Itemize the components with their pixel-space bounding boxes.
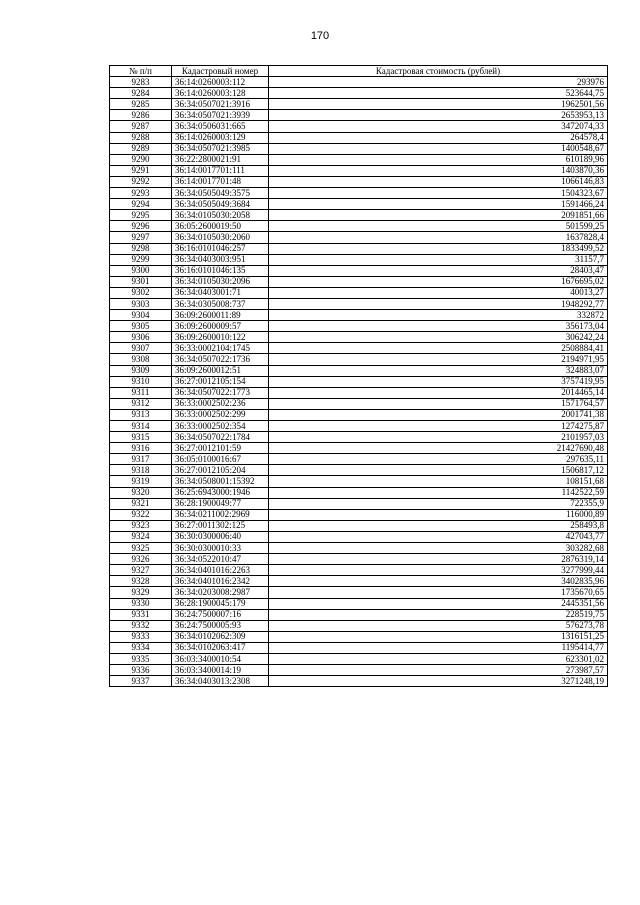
table-row (110, 409, 608, 420)
table-row (110, 376, 608, 387)
row-number-cell: 9323 (110, 520, 172, 531)
table-row (110, 365, 608, 376)
cadastral-value-cell: 2194971,95 (269, 354, 608, 365)
row-number-cell: 9291 (110, 165, 172, 176)
cadastral-value-cell: 324883,07 (269, 365, 608, 376)
row-number-cell: 9325 (110, 543, 172, 554)
cadastral-number-cell: 36:27:0012105:154 (172, 376, 269, 387)
row-number-cell: 9313 (110, 409, 172, 420)
cadastral-value-cell: 1066146,83 (269, 176, 608, 187)
table-row (110, 631, 608, 642)
cadastral-value-cell: 1195414,77 (269, 642, 608, 653)
cadastral-number-cell: 36:14:0017701:48 (172, 176, 269, 187)
row-number-cell: 9292 (110, 176, 172, 187)
cadastral-number-cell: 36:27:0011302:125 (172, 520, 269, 531)
row-number-cell: 9299 (110, 254, 172, 265)
table-row (110, 110, 608, 121)
table-row (110, 565, 608, 576)
row-number-cell: 9311 (110, 387, 172, 398)
table-row (110, 620, 608, 631)
row-number-cell: 9300 (110, 265, 172, 276)
table-row (110, 243, 608, 254)
cadastral-number-cell: 36:34:0508001:15392 (172, 476, 269, 487)
table-row (110, 454, 608, 465)
cadastral-number-cell: 36:33:0002502:354 (172, 421, 269, 432)
row-number-cell: 9322 (110, 509, 172, 520)
cadastral-value-cell: 610189,96 (269, 154, 608, 165)
table-row (110, 265, 608, 276)
cadastral-number-cell: 36:34:0305008:737 (172, 298, 269, 309)
table-row (110, 653, 608, 664)
row-number-cell: 9296 (110, 221, 172, 232)
table-row (110, 531, 608, 542)
row-number-cell: 9337 (110, 676, 172, 687)
row-number-cell: 9328 (110, 576, 172, 587)
cadastral-number-cell: 36:14:0260003:129 (172, 132, 269, 143)
row-number-cell: 9334 (110, 642, 172, 653)
row-number-cell: 9326 (110, 554, 172, 565)
cadastral-value-cell: 297635,11 (269, 454, 608, 465)
cadastral-number-cell: 36:03:3400014:19 (172, 665, 269, 676)
cadastral-number-cell: 36:05:0100016:67 (172, 454, 269, 465)
cadastral-value-cell: 1400548,67 (269, 143, 608, 154)
cadastral-value-cell: 1676695,02 (269, 276, 608, 287)
row-number-cell: 9307 (110, 343, 172, 354)
cadastral-number-cell: 36:34:0403013:2308 (172, 676, 269, 687)
cadastral-value-cell: 1637828,4 (269, 232, 608, 243)
table-row (110, 609, 608, 620)
row-number-cell: 9332 (110, 620, 172, 631)
row-number-cell: 9304 (110, 310, 172, 321)
column-header-cadastral-value: Кадастровая стоимость (рублей) (269, 66, 608, 77)
cadastral-value-cell: 116000,89 (269, 509, 608, 520)
table-row (110, 398, 608, 409)
row-number-cell: 9286 (110, 110, 172, 121)
row-number-cell: 9330 (110, 598, 172, 609)
table-row (110, 199, 608, 210)
cadastral-value-cell: 501599,25 (269, 221, 608, 232)
table-row (110, 132, 608, 143)
table-row (110, 287, 608, 298)
table-row (110, 176, 608, 187)
cadastral-number-cell: 36:05:2600019:50 (172, 221, 269, 232)
table-row (110, 476, 608, 487)
row-number-cell: 9305 (110, 321, 172, 332)
row-number-cell: 9329 (110, 587, 172, 598)
table-row (110, 642, 608, 653)
cadastral-value-cell: 1142522,59 (269, 487, 608, 498)
cadastral-number-cell: 36:33:0002502:299 (172, 409, 269, 420)
cadastral-value-cell: 1833499,52 (269, 243, 608, 254)
cadastral-value-cell: 1591466,24 (269, 199, 608, 210)
cadastral-number-cell: 36:30:0300006:40 (172, 531, 269, 542)
row-number-cell: 9301 (110, 276, 172, 287)
table-row (110, 421, 608, 432)
row-number-cell: 9310 (110, 376, 172, 387)
row-number-cell: 9327 (110, 565, 172, 576)
row-number-cell: 9295 (110, 210, 172, 221)
table-row (110, 121, 608, 132)
cadastral-value-cell: 3277999,44 (269, 565, 608, 576)
table-row (110, 276, 608, 287)
row-number-cell: 9302 (110, 287, 172, 298)
cadastral-value-cell: 523644,75 (269, 88, 608, 99)
cadastral-number-cell: 36:34:0507021:3985 (172, 143, 269, 154)
row-number-cell: 9315 (110, 432, 172, 443)
table-body (110, 77, 608, 687)
table-row (110, 554, 608, 565)
cadastral-number-cell: 36:14:0260003:112 (172, 77, 269, 88)
row-number-cell: 9283 (110, 77, 172, 88)
cadastral-number-cell: 36:34:0403001:71 (172, 287, 269, 298)
cadastral-value-cell: 3271248,19 (269, 676, 608, 687)
cadastral-number-cell: 36:22:2800021:91 (172, 154, 269, 165)
cadastral-value-cell: 1948292,77 (269, 298, 608, 309)
table-row (110, 99, 608, 110)
cadastral-number-cell: 36:27:0012101:59 (172, 443, 269, 454)
cadastral-value-cell: 21427690,48 (269, 443, 608, 454)
table-row (110, 443, 608, 454)
cadastral-number-cell: 36:34:0507022:1736 (172, 354, 269, 365)
row-number-cell: 9287 (110, 121, 172, 132)
cadastral-number-cell: 36:34:0522010:47 (172, 554, 269, 565)
cadastral-number-cell: 36:34:0506031:665 (172, 121, 269, 132)
table-row (110, 487, 608, 498)
table-row (110, 587, 608, 598)
cadastral-value-cell: 1316151,25 (269, 631, 608, 642)
cadastral-number-cell: 36:34:0403003:951 (172, 254, 269, 265)
table-row (110, 321, 608, 332)
row-number-cell: 9306 (110, 332, 172, 343)
cadastral-number-cell: 36:09:2600011:89 (172, 310, 269, 321)
column-header-cadastral-number: Кадастровый номер (172, 66, 269, 77)
row-number-cell: 9331 (110, 609, 172, 620)
cadastral-value-cell: 3757419,95 (269, 376, 608, 387)
cadastral-value-cell: 356173,04 (269, 321, 608, 332)
cadastral-number-cell: 36:09:2600010:122 (172, 332, 269, 343)
page-number: 170 (310, 30, 330, 42)
row-number-cell: 9298 (110, 243, 172, 254)
cadastral-number-cell: 36:14:0017701:111 (172, 165, 269, 176)
cadastral-value-cell: 2014465,14 (269, 387, 608, 398)
cadastral-value-cell: 1403870,36 (269, 165, 608, 176)
cadastral-number-cell: 36:28:1900049:77 (172, 498, 269, 509)
row-number-cell: 9308 (110, 354, 172, 365)
column-header-number: № п/п (110, 66, 172, 77)
row-number-cell: 9303 (110, 298, 172, 309)
cadastral-value-cell: 1735670,65 (269, 587, 608, 598)
cadastral-table (109, 65, 608, 687)
cadastral-value-cell: 108151,68 (269, 476, 608, 487)
cadastral-number-cell: 36:34:0507021:3916 (172, 99, 269, 110)
table-row (110, 154, 608, 165)
table-row (110, 298, 608, 309)
cadastral-number-cell: 36:24:7500005:93 (172, 620, 269, 631)
cadastral-value-cell: 2101957,03 (269, 432, 608, 443)
cadastral-number-cell: 36:25:6943000:1946 (172, 487, 269, 498)
cadastral-value-cell: 332872 (269, 310, 608, 321)
cadastral-value-cell: 228519,75 (269, 609, 608, 620)
table-row (110, 387, 608, 398)
cadastral-value-cell: 293976 (269, 77, 608, 88)
table-row (110, 676, 608, 687)
cadastral-value-cell: 576273,78 (269, 620, 608, 631)
cadastral-number-cell: 36:34:0505049:3684 (172, 199, 269, 210)
table-row (110, 254, 608, 265)
cadastral-value-cell: 303282,68 (269, 543, 608, 554)
cadastral-number-cell: 36:34:0105030:2096 (172, 276, 269, 287)
table-row (110, 576, 608, 587)
table-row (110, 432, 608, 443)
table-header-row (110, 66, 608, 77)
row-number-cell: 9333 (110, 631, 172, 642)
table-row (110, 498, 608, 509)
row-number-cell: 9319 (110, 476, 172, 487)
table-row (110, 210, 608, 221)
cadastral-value-cell: 2876319,14 (269, 554, 608, 565)
table-row (110, 310, 608, 321)
cadastral-number-cell: 36:34:0505049:3575 (172, 188, 269, 199)
row-number-cell: 9297 (110, 232, 172, 243)
cadastral-number-cell: 36:34:0105030:2060 (172, 232, 269, 243)
cadastral-number-cell: 36:16:0101046:257 (172, 243, 269, 254)
cadastral-number-cell: 36:16:0101046:135 (172, 265, 269, 276)
row-number-cell: 9284 (110, 88, 172, 99)
row-number-cell: 9320 (110, 487, 172, 498)
cadastral-value-cell: 1274275,87 (269, 421, 608, 432)
cadastral-number-cell: 36:34:0105030:2058 (172, 210, 269, 221)
table-row (110, 143, 608, 154)
table-row (110, 543, 608, 554)
cadastral-value-cell: 28403,47 (269, 265, 608, 276)
cadastral-value-cell: 1504323,67 (269, 188, 608, 199)
cadastral-number-cell: 36:34:0203008:2987 (172, 587, 269, 598)
row-number-cell: 9294 (110, 199, 172, 210)
row-number-cell: 9324 (110, 531, 172, 542)
row-number-cell: 9335 (110, 653, 172, 664)
cadastral-value-cell: 2091851,66 (269, 210, 608, 221)
table-row (110, 665, 608, 676)
row-number-cell: 9312 (110, 398, 172, 409)
table-row (110, 165, 608, 176)
table-row (110, 188, 608, 199)
cadastral-number-cell: 36:34:0507022:1773 (172, 387, 269, 398)
cadastral-number-cell: 36:34:0401016:2342 (172, 576, 269, 587)
table-row (110, 598, 608, 609)
row-number-cell: 9290 (110, 154, 172, 165)
table-row (110, 465, 608, 476)
cadastral-value-cell: 1962501,56 (269, 99, 608, 110)
table-row (110, 77, 608, 88)
row-number-cell: 9336 (110, 665, 172, 676)
row-number-cell: 9288 (110, 132, 172, 143)
table-row (110, 232, 608, 243)
cadastral-number-cell: 36:09:2600009:57 (172, 321, 269, 332)
cadastral-value-cell: 306242,24 (269, 332, 608, 343)
cadastral-value-cell: 623301,02 (269, 653, 608, 664)
row-number-cell: 9318 (110, 465, 172, 476)
cadastral-number-cell: 36:03:3400010:54 (172, 653, 269, 664)
row-number-cell: 9293 (110, 188, 172, 199)
cadastral-value-cell: 427043,77 (269, 531, 608, 542)
row-number-cell: 9317 (110, 454, 172, 465)
table-row (110, 332, 608, 343)
cadastral-number-cell: 36:09:2600012:51 (172, 365, 269, 376)
cadastral-value-cell: 273987,57 (269, 665, 608, 676)
cadastral-value-cell: 1506817,12 (269, 465, 608, 476)
cadastral-number-cell: 36:30:0300010:33 (172, 543, 269, 554)
cadastral-number-cell: 36:24:7500007:16 (172, 609, 269, 620)
table-row (110, 343, 608, 354)
cadastral-number-cell: 36:33:0002104:1745 (172, 343, 269, 354)
row-number-cell: 9321 (110, 498, 172, 509)
cadastral-number-cell: 36:34:0507021:3939 (172, 110, 269, 121)
cadastral-value-cell: 1571764,57 (269, 398, 608, 409)
cadastral-number-cell: 36:28:1900045:179 (172, 598, 269, 609)
cadastral-value-cell: 264578,4 (269, 132, 608, 143)
cadastral-number-cell: 36:34:0211002:2969 (172, 509, 269, 520)
table-row (110, 221, 608, 232)
cadastral-value-cell: 31157,7 (269, 254, 608, 265)
cadastral-value-cell: 40013,27 (269, 287, 608, 298)
cadastral-value-cell: 2508884,41 (269, 343, 608, 354)
cadastral-number-cell: 36:27:0012105:204 (172, 465, 269, 476)
cadastral-number-cell: 36:34:0102062:309 (172, 631, 269, 642)
cadastral-value-cell: 3402835,96 (269, 576, 608, 587)
cadastral-value-cell: 2653953,13 (269, 110, 608, 121)
cadastral-value-cell: 2001741,38 (269, 409, 608, 420)
cadastral-number-cell: 36:34:0102063:417 (172, 642, 269, 653)
cadastral-number-cell: 36:14:0260003:128 (172, 88, 269, 99)
row-number-cell: 9316 (110, 443, 172, 454)
cadastral-value-cell: 258493,8 (269, 520, 608, 531)
table-row (110, 354, 608, 365)
row-number-cell: 9285 (110, 99, 172, 110)
row-number-cell: 9309 (110, 365, 172, 376)
cadastral-number-cell: 36:33:0002502:236 (172, 398, 269, 409)
cadastral-value-cell: 2445351,56 (269, 598, 608, 609)
table-row (110, 509, 608, 520)
cadastral-number-cell: 36:34:0507022:1784 (172, 432, 269, 443)
row-number-cell: 9289 (110, 143, 172, 154)
cadastral-number-cell: 36:34:0401016:2263 (172, 565, 269, 576)
row-number-cell: 9314 (110, 421, 172, 432)
table-row (110, 520, 608, 531)
table-row (110, 88, 608, 99)
cadastral-value-cell: 3472074,33 (269, 121, 608, 132)
cadastral-value-cell: 722355,9 (269, 498, 608, 509)
